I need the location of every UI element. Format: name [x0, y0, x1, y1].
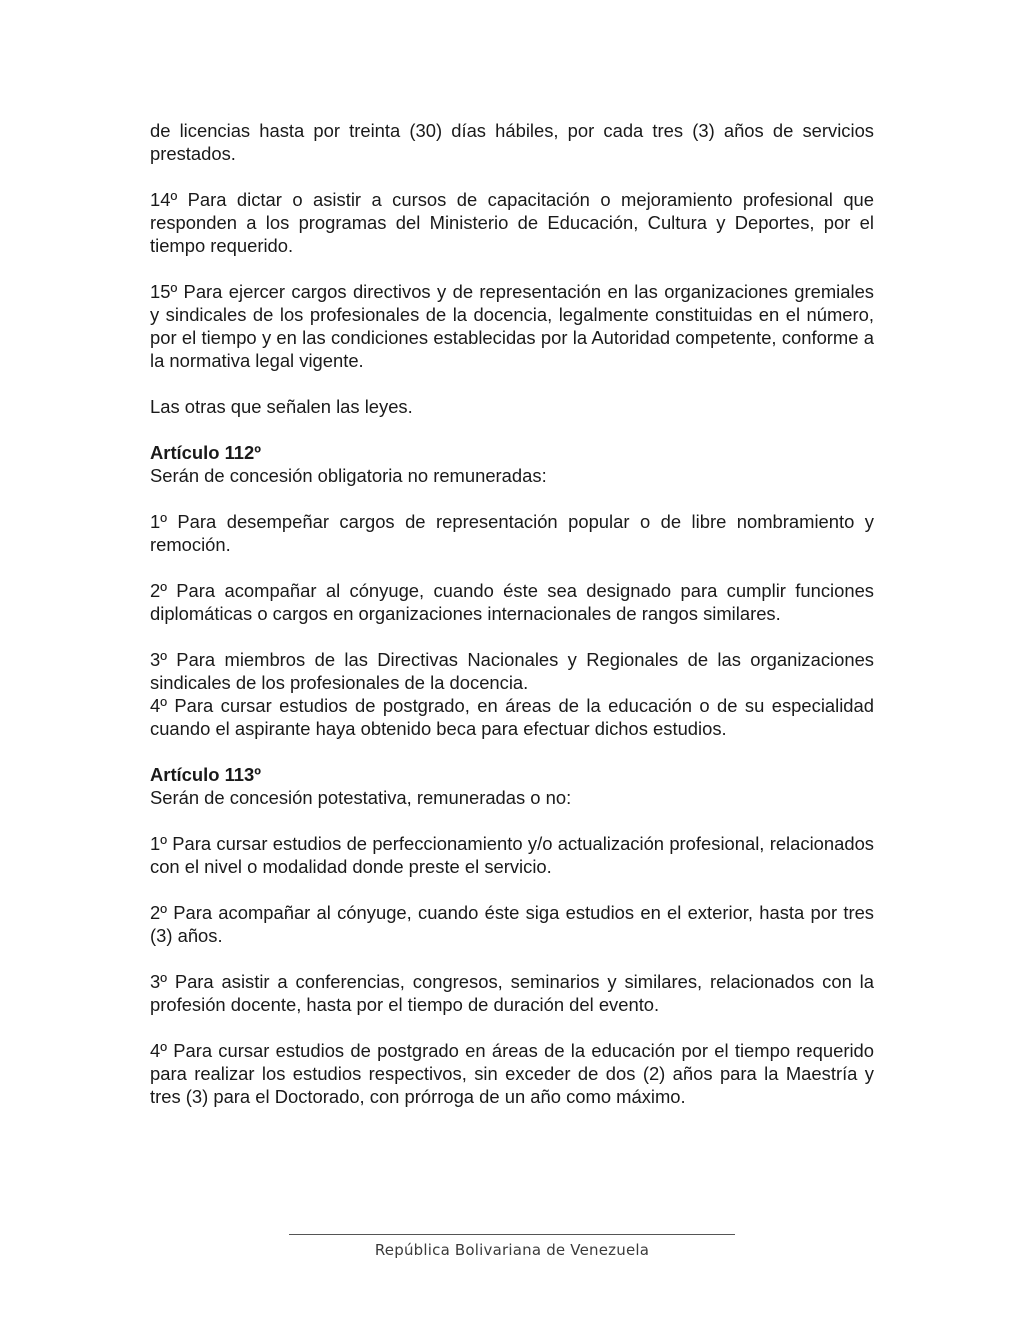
article-112-intro: Serán de concesión obligatoria no remuneradas: [150, 465, 547, 486]
article-112-item-4: 4º Para cursar estudios de postgrado, en áreas de la educación o de su especialidad cuando el aspirante haya obtenido beca para efectuar dichos estudios. [150, 695, 874, 739]
article-112-item-1: 1º Para desempeñar cargos de representación popular o de libre nombramiento y remoción. [150, 511, 874, 555]
paragraph-other-laws: Las otras que señalen las leyes. [150, 396, 413, 417]
article-112-item-2: 2º Para acompañar al cónyuge, cuando éste sea designado para cumplir funciones diplomáticas o cargos en organizaciones internacionales de rangos similares. [150, 580, 874, 624]
article-113-title: Artículo 113º [150, 764, 261, 785]
document-body [150, 119, 874, 1131]
article-113-intro: Serán de concesión potestativa, remuneradas o no: [150, 787, 572, 808]
article-113-item-1: 1º Para cursar estudios de perfeccionamiento y/o actualización profesional, relacionados con el nivel o modalidad donde preste el servicio. [150, 833, 874, 877]
article-113-header [150, 763, 874, 809]
article-113-item-4: 4º Para cursar estudios de postgrado en áreas de la educación por el tiempo requerido para realizar los estudios respectivos, sin exceder de dos (2) años para la Maestría y tres (3) para el Doctorado, con prórroga de un año como máximo. [150, 1040, 874, 1107]
paragraph-item-15: 15º Para ejercer cargos directivos y de representación en las organizaciones gremiales y sindicales de los profesionales de la docencia, legalmente constituidas en el número, por el tiempo y en las condiciones establecidas por la Autoridad competente, conforme a la normativa legal vigente. [150, 281, 874, 371]
article-113-item-3: 3º Para asistir a conferencias, congresos, seminarios y similares, relacionados con la profesión docente, hasta por el tiempo de duración del evento. [150, 971, 874, 1015]
article-113-item-2: 2º Para acompañar al cónyuge, cuando éste siga estudios en el exterior, hasta por tres (3) años. [150, 902, 874, 946]
article-112-item-3: 3º Para miembros de las Directivas Nacionales y Regionales de las organizaciones sindicales de los profesionales de la docencia. [150, 649, 874, 693]
article-112-header [150, 441, 874, 487]
footer-divider [289, 1234, 735, 1235]
paragraph-continuation: de licencias hasta por treinta (30) días hábiles, por cada tres (3) años de servicios prestados. [150, 120, 874, 164]
article-112-title: Artículo 112º [150, 442, 261, 463]
paragraph-item-14: 14º Para dictar o asistir a cursos de capacitación o mejoramiento profesional que responden a los programas del Ministerio de Educación, Cultura y Deportes, por el tiempo requerido. [150, 189, 874, 256]
footer-text: República Bolivariana de Venezuela [374, 1241, 650, 1259]
